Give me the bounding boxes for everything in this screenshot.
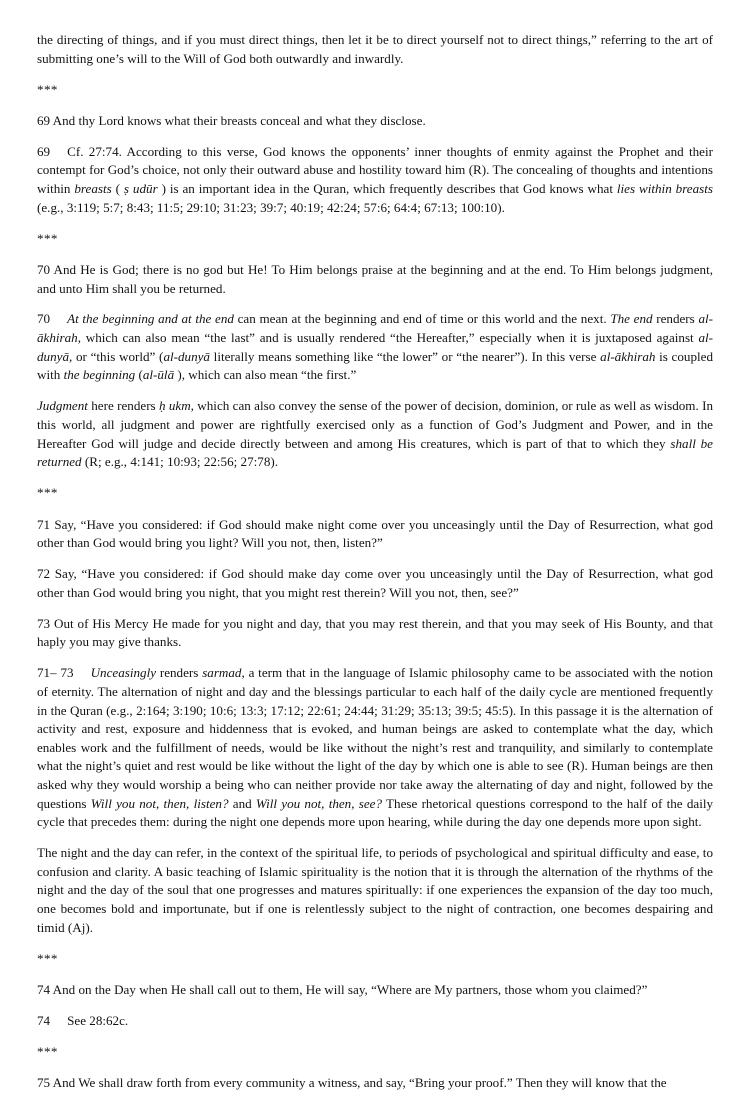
italic-term: shall be returned	[37, 435, 713, 470]
italic-term: Will you not, then, listen?	[90, 795, 229, 811]
commentary-paragraph	[37, 397, 713, 471]
text-run: and	[228, 795, 256, 811]
text-run: ), which can also mean “the first.”	[174, 367, 357, 383]
text-run: (R; e.g., 4:141; 10:93; 22:56; 27:78).	[81, 454, 279, 470]
text-run: renders	[156, 665, 203, 681]
text-run: (e.g., 3:119; 5:7; 8:43; 11:5; 29:10; 31:23; 39:7; 40:19; 42:24; 57:6; 64:4; 67:13; 100:10).	[37, 199, 505, 215]
commentary-paragraph	[37, 310, 713, 384]
section-separator: ***	[37, 485, 58, 501]
italic-term: al-ūlā	[142, 367, 175, 383]
commentary-verse-number: 70	[37, 311, 51, 327]
italic-term: lies within breasts	[616, 180, 713, 196]
italic-term: The end	[610, 311, 653, 327]
text-run: These rhetorical questions correspond to the half of the daily cycle that precedes them: during the night one depends more upon hearing, while during the day one depends more upon sight.	[37, 795, 714, 830]
italic-term: ḥ ukm,	[158, 398, 194, 414]
italic-term: sarmad,	[202, 665, 245, 681]
italic-term: Judgment	[37, 398, 88, 414]
text-run: which can also mean “the last” and is usually rendered “the Hereafter,” especially when it is juxtaposed against	[81, 330, 699, 346]
italic-term: breasts	[74, 180, 112, 196]
text-run: literally means something like “the lower” or “the nearer”). In this verse	[209, 348, 601, 364]
text-run: can mean at the beginning and end of time or this world and the next.	[233, 311, 611, 327]
verse-paragraph: 70 And He is God; there is no god but He! To Him belongs praise at the beginning and at the end. To Him belongs judgment, and unto Him shall you be returned.	[37, 261, 713, 296]
text-run: is coupled with	[37, 348, 713, 383]
italic-term: At the beginning and at the end	[67, 311, 234, 327]
text-run: a term that in the language of Islamic philosophy came to be associated with the notion of eternity. The alternation of night and day and the blessings particular to each half of the daily cycle are mentioned frequently in the Quran (e.g., 2:164; 3:190; 10:6; 13:3; 17:12; 22:61; 24:44; 31:29; 35:13; 39:5; 45:5). In this passage it is the alternation of activity and rest, exposure and hiddenness that is evoked, and human beings are asked to contemplate what the day, which enables work and the fulfillment of needs, would be like without the night’s rest and tranquility, and similarly to contemplate what the night’s quiet and rest would be like without the light of the day by which one is able to see (R). Human beings are then asked why they would worship a being who can neither provide nor take away the alternating of day and night, followed by the questions	[37, 665, 713, 811]
commentary-paragraph	[37, 143, 713, 217]
continued-paragraph: the directing of things, and if you must direct things, then let it be to direct yourself not to direct things,” referring to the art of submitting one’s will to the Will of God both outwardly and inwardly.	[37, 32, 713, 66]
text-run: which can also convey the sense of the power of decision, dominion, or rule as well as wisdom. In this world, all judgment and power are rightfully exercised only as a function of God’s Judgment and Power, and in the Hereafter God will judge and decide directly between and among His creatures, which is part of that to which they	[37, 398, 713, 451]
italic-term: al-dunyā	[163, 348, 210, 364]
italic-term: al-ākhirah	[600, 348, 656, 364]
text-column	[37, 31, 713, 1105]
text-run: (	[135, 367, 143, 383]
verse-paragraph: 71 Say, “Have you considered: if God should make night come over you unceasingly until the Day of Resurrection, what god other than God would bring you light? Will you not, then, listen?”	[37, 516, 713, 551]
text-run: Cf. 27:74. According to this verse, God knows the opponents’ inner thoughts of enmity against the Prophet and their contempt for God’s choice, not only their outward abuse and hostility toward him (R). The concealing of thoughts and intentions within	[37, 143, 713, 196]
section-separator: ***	[37, 950, 58, 966]
section-separator: ***	[37, 81, 58, 97]
verse-paragraph: 74 And on the Day when He shall call out to them, He will say, “Where are My partners, those whom you claimed?”	[37, 982, 648, 998]
text-run: or “this world” (	[72, 348, 164, 364]
commentary-paragraph	[37, 844, 713, 937]
italic-term: al-dunyā,	[37, 330, 713, 364]
section-separator: ***	[37, 1044, 58, 1060]
italic-term: Will you not, then, see?	[255, 795, 383, 811]
verse-paragraph: 73 Out of His Mercy He made for you night and day, that you may rest therein, and that you may seek of His Bounty, and that haply you may give thanks.	[37, 615, 713, 650]
italic-term: Unceasingly	[90, 665, 157, 681]
commentary-verse-number: 74	[37, 1013, 51, 1029]
commentary-verse-number: 69	[37, 143, 51, 159]
text-run: here renders	[87, 398, 159, 414]
text-run: See 28:62c.	[67, 1013, 129, 1029]
text-run: (	[111, 180, 124, 196]
verse-paragraph: 72 Say, “Have you considered: if God should make day come over you unceasingly until the Day of Resurrection, what god other than God would bring you night, that you might rest therein? Will you not, then, see?”	[37, 566, 713, 600]
verse-paragraph: 69 And thy Lord knows what their breasts conceal and what they disclose.	[37, 112, 426, 128]
commentary-paragraph	[37, 1012, 713, 1031]
italic-term: ṣ udūr	[123, 180, 158, 196]
verse-paragraph: 75 And We shall draw forth from every community a witness, and say, “Bring your proof.” Then they will know that the	[37, 1075, 667, 1091]
section-separator: ***	[37, 230, 58, 246]
italic-term: al-ākhirah,	[37, 311, 713, 346]
text-run: The night and the day can refer, in the context of the spiritual life, to periods of psychological and spiritual difficulty and ease, to confusion and clarity. A basic teaching of Islamic spirituality is the notion that it is through the alternation of the rhythms of the night and the day of the soul that one progresses and matures spiritually: if one experiences the expansion of the day too much, one becomes bold and importunate, but if one is relentlessly subject to the night of contraction, one becomes despairing and timid (Aj).	[37, 845, 713, 935]
commentary-verse-number: 71– 73	[37, 665, 74, 681]
text-run: renders	[652, 311, 699, 327]
commentary-paragraph	[37, 664, 713, 831]
text-run: ) is an important idea in the Quran, which frequently describes that God knows what	[157, 180, 617, 196]
italic-term: the beginning	[63, 367, 136, 383]
